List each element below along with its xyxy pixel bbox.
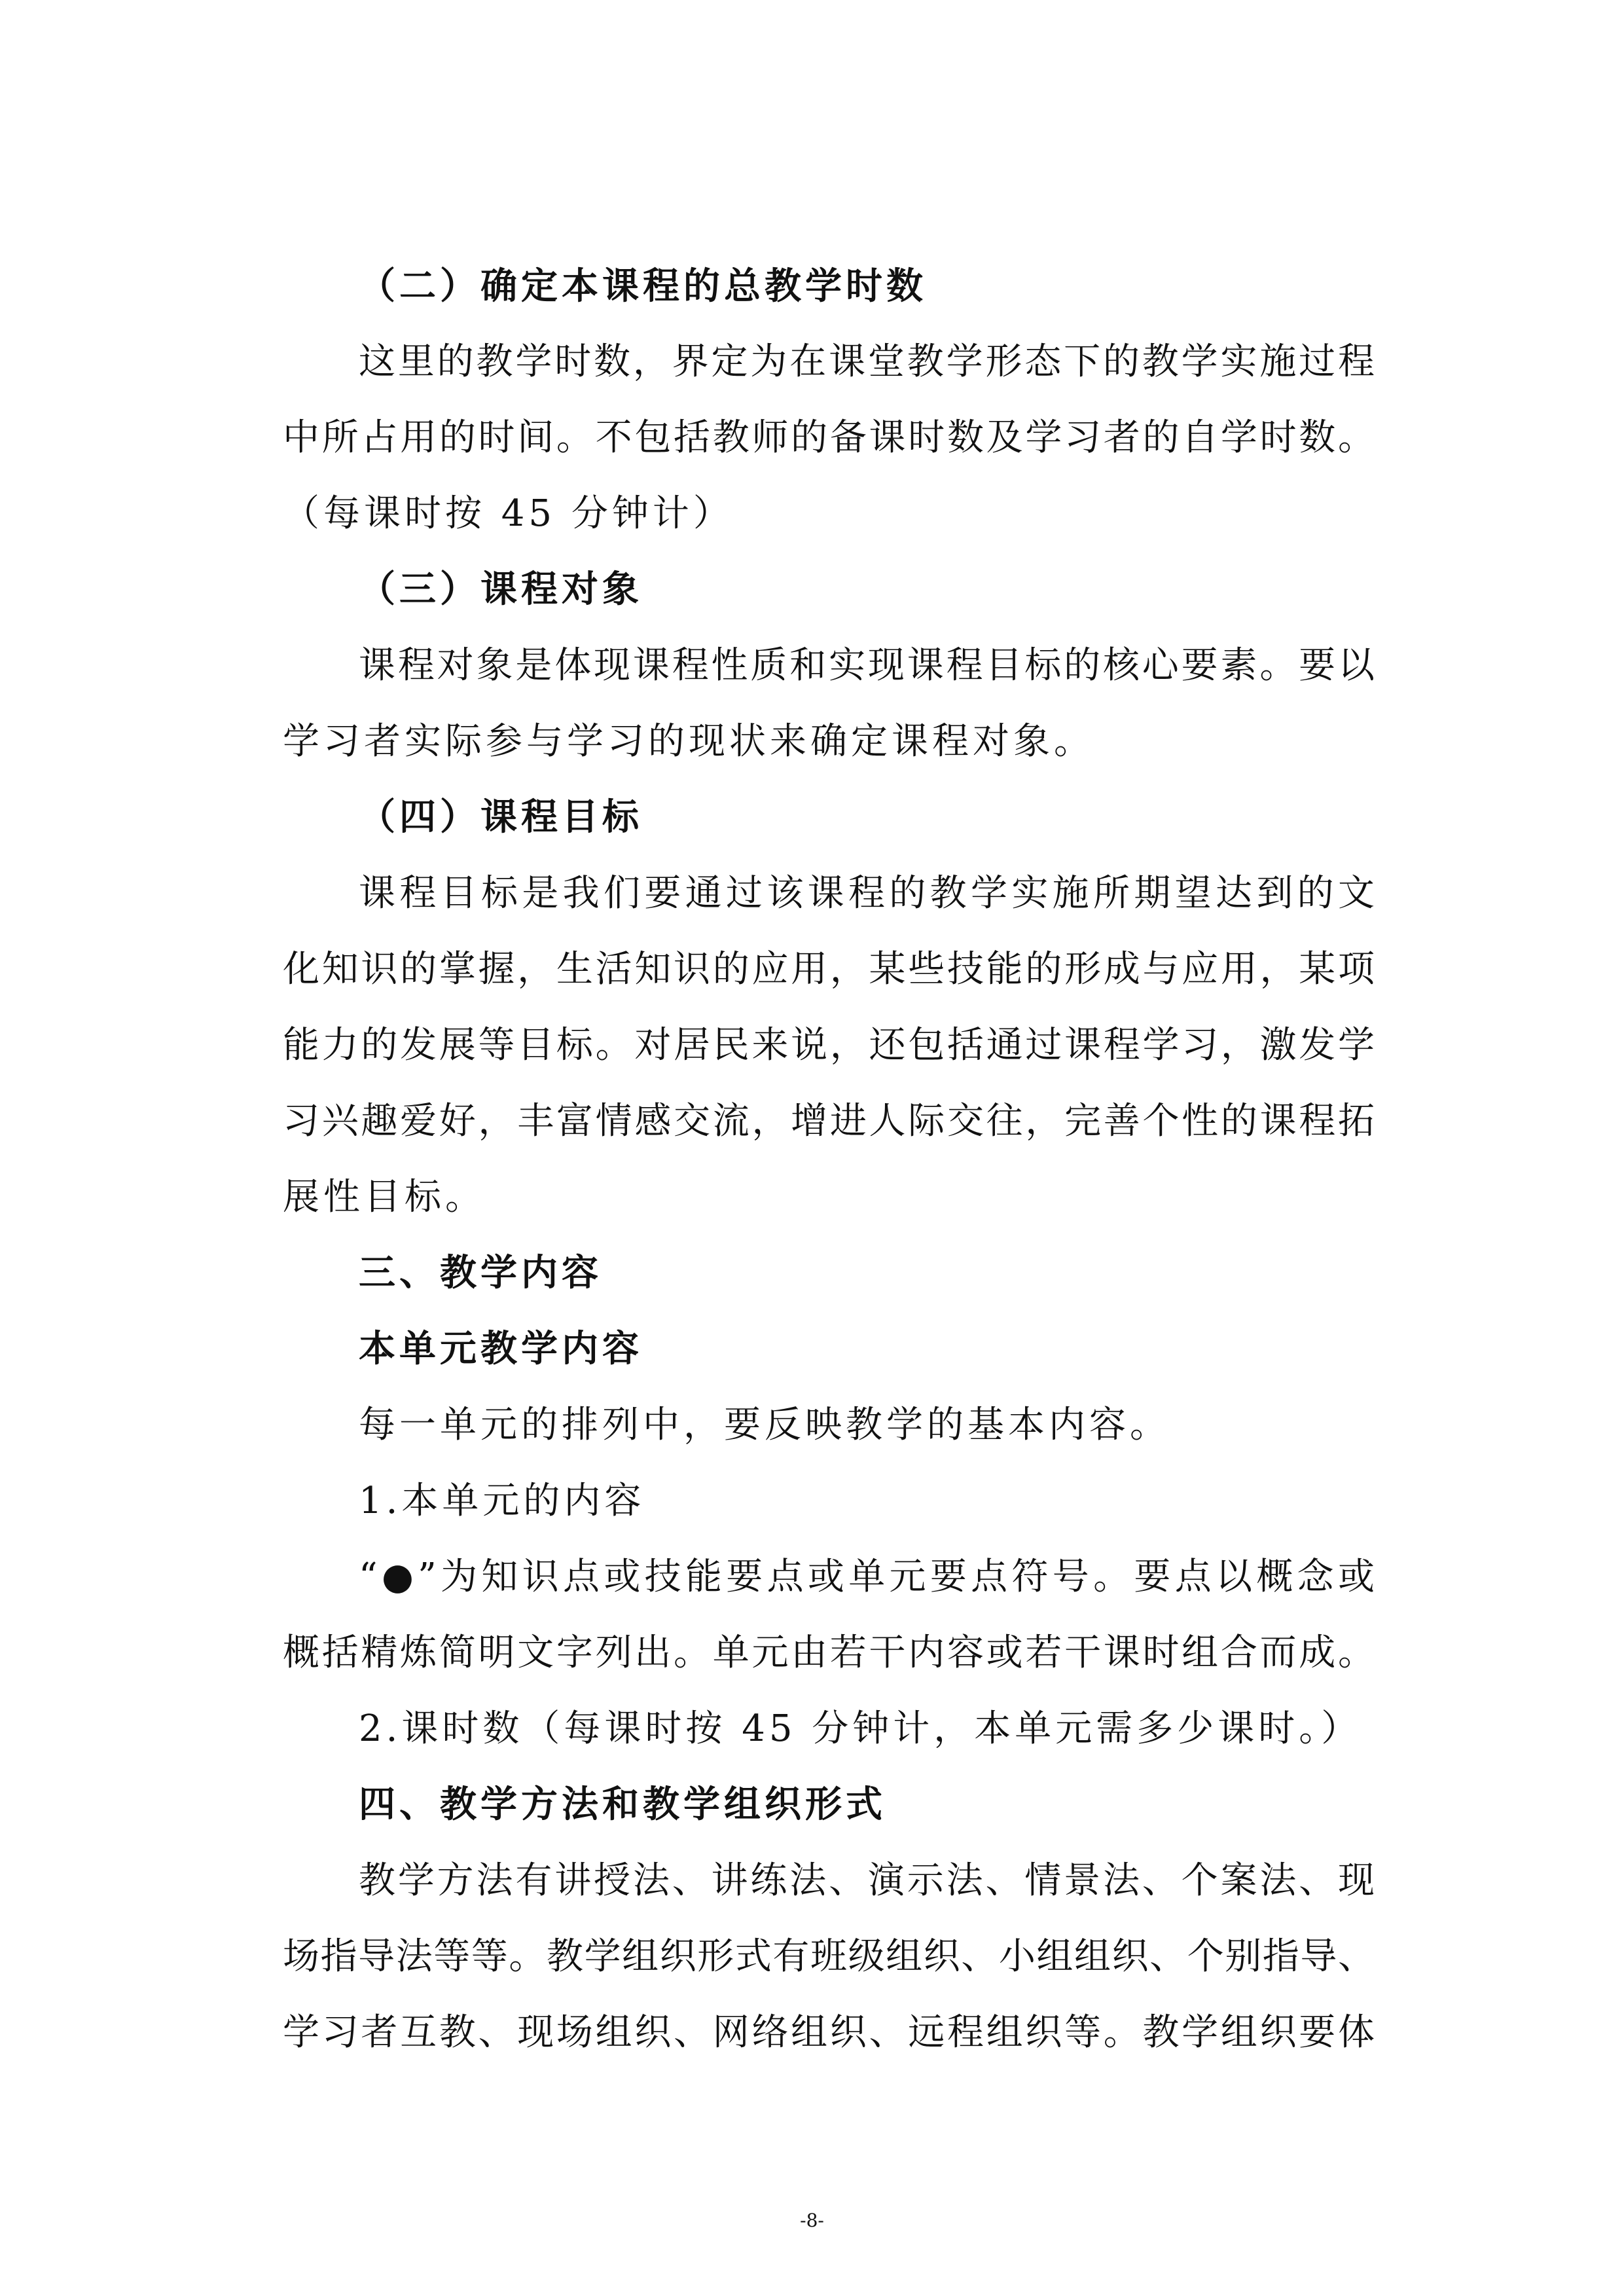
paragraph-line: 展性目标。	[283, 1176, 486, 1218]
paragraph-line: 课程对象是体现课程性质和实现课程目标的核心要素。要以	[359, 644, 1375, 687]
paragraph-line: 习兴趣爱好，丰富情感交流，增进人际交往，完善个性的课程拓	[283, 1100, 1375, 1142]
paragraph-line: “●”为知识点或技能要点或单元要点符号。要点以概念或	[359, 1556, 1375, 1598]
section-heading-course-goals: （四）课程目标	[359, 796, 643, 839]
section-heading-course-audience: （三）课程对象	[359, 568, 643, 611]
paragraph-line: 概括精炼简明文字列出。单元由若干内容或若干课时组合而成。	[283, 1631, 1375, 1674]
paragraph-line: 化知识的掌握，生活知识的应用，某些技能的形成与应用，某项	[283, 948, 1375, 991]
paragraph-line: 学习者互教、现场组织、网络组织、远程组织等。教学组织要体	[283, 2011, 1375, 2054]
paragraph-line: 场指导法等等。教学组织形式有班级组织、小组组织、个别指导、	[283, 1935, 1375, 1978]
list-item-class-hours: 2.课时数（每课时按 45 分钟计，本单元需多少课时。）	[359, 1707, 1362, 1750]
paragraph-line: 每一单元的排列中，要反映教学的基本内容。	[359, 1404, 1170, 1446]
paragraph-line: 教学方法有讲授法、讲练法、演示法、情景法、个案法、现	[359, 1859, 1375, 1902]
paragraph-line: 这里的教学时数，界定为在课堂教学形态下的教学实施过程	[359, 340, 1375, 383]
paragraph-line: 课程目标是我们要通过该课程的教学实施所期望达到的文	[359, 872, 1375, 915]
list-item-unit-content: 1.本单元的内容	[359, 1480, 645, 1522]
subheading-unit-content: 本单元教学内容	[359, 1328, 643, 1370]
paragraph-line: 中所占用的时间。不包括教师的备课时数及学习者的自学时数。	[283, 416, 1375, 459]
paragraph-line: 学习者实际参与学习的现状来确定课程对象。	[283, 720, 1094, 763]
page-number: -8-	[800, 2210, 824, 2231]
paragraph-line: 能力的发展等目标。对居民来说，还包括通过课程学习，激发学	[283, 1024, 1375, 1066]
section-heading-teaching-methods: 四、教学方法和教学组织形式	[359, 1783, 886, 1826]
paragraph-line: （每课时按 45 分钟计）	[283, 492, 734, 535]
section-heading-total-hours: （二）确定本课程的总教学时数	[359, 265, 927, 308]
section-heading-teaching-content: 三、教学内容	[359, 1252, 602, 1294]
